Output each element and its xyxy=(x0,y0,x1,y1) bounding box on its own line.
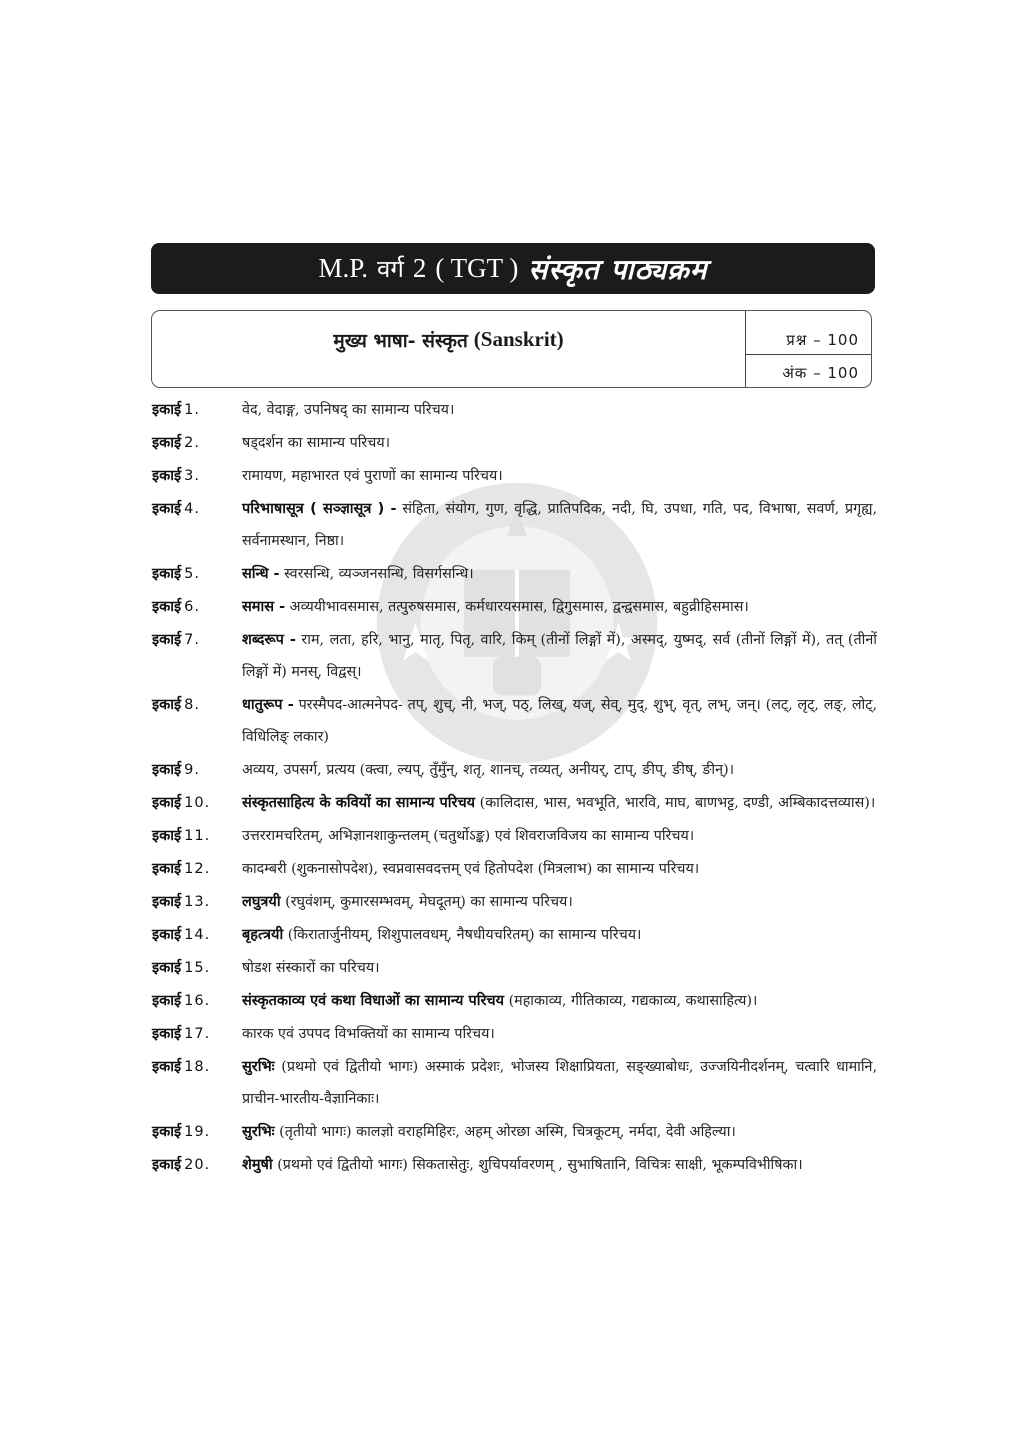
unit-label-text: इकाई xyxy=(152,697,182,713)
unit-topic-bold: लघुत्रयी xyxy=(242,894,281,910)
title-mp: M.P. xyxy=(318,253,369,283)
subject-heading xyxy=(152,311,745,387)
unit-label xyxy=(152,689,242,753)
unit-label-text: इकाई xyxy=(152,960,182,976)
title-number: 2 xyxy=(412,253,427,283)
unit-topic-bold: शब्दरूप - xyxy=(242,632,296,648)
unit-label xyxy=(152,952,242,984)
unit-label-text: इकाई xyxy=(152,1124,182,1140)
unit-content xyxy=(242,952,877,984)
unit-label xyxy=(152,624,242,688)
unit-label xyxy=(152,591,242,623)
title-banner xyxy=(151,243,875,294)
unit-number: 7. xyxy=(184,632,200,648)
unit-topic-text: उत्तररामचरितम्, अभिज्ञानशाकुन्तलम् (चतुर्थोऽङ्क) एवं शिवराजविजय का सामान्य परिचय। xyxy=(242,828,695,844)
unit-topic-text: अव्ययीभावसमास, तत्पुरुषसमास, कर्मधारयसमास, द्विगुसमास, द्वन्द्वसमास, बहुव्रीहिसमास। xyxy=(285,599,749,615)
unit-topic-text: स्वरसन्धि, व्यञ्जनसन्धि, विसर्गसन्धि। xyxy=(279,566,474,582)
unit-item-4 xyxy=(152,493,877,557)
unit-label-text: इकाई xyxy=(152,927,182,943)
unit-label-text: इकाई xyxy=(152,468,182,484)
subject-info-box xyxy=(151,310,872,388)
unit-label-text: इकाई xyxy=(152,993,182,1009)
unit-item-1 xyxy=(152,394,877,426)
unit-item-19 xyxy=(152,1116,877,1148)
unit-item-11 xyxy=(152,820,877,852)
unit-topic-text: षड्दर्शन का सामान्य परिचय। xyxy=(242,435,391,451)
unit-label xyxy=(152,394,242,426)
unit-label-text: इकाई xyxy=(152,402,182,418)
unit-label-text: इकाई xyxy=(152,501,182,517)
marks-count: अंक – 100 xyxy=(782,364,859,382)
unit-number: 12. xyxy=(184,861,211,877)
unit-content xyxy=(242,394,877,426)
unit-label-text: इकाई xyxy=(152,599,182,615)
unit-topic-text: कारक एवं उपपद विभक्तियों का सामान्य परिचय। xyxy=(242,1026,495,1042)
unit-topic-text: रामायण, महाभारत एवं पुराणों का सामान्य परिचय। xyxy=(242,468,503,484)
unit-topic-text: संहिता, संयोग, गुण, वृद्धि, प्रातिपदिक, नदी, घि, उपधा, गति, पद, विभाषा, सवर्ण, प्रगृह्य, सर्वनामस्थान, निष्ठा। xyxy=(242,501,877,549)
unit-label-text: इकाई xyxy=(152,632,182,648)
unit-topic-bold: सन्धि - xyxy=(242,566,280,582)
unit-topic-bold: सुरभिः xyxy=(242,1124,275,1140)
divider-vertical xyxy=(745,311,746,387)
unit-item-17 xyxy=(152,1018,877,1050)
unit-content xyxy=(242,493,877,557)
unit-content xyxy=(242,1051,877,1115)
unit-number: 16. xyxy=(184,993,211,1009)
unit-content xyxy=(242,1116,877,1148)
unit-item-7 xyxy=(152,624,877,688)
unit-number: 2. xyxy=(184,435,200,451)
unit-content xyxy=(242,558,877,590)
unit-item-16 xyxy=(152,985,877,1017)
questions-count: प्रश्न – 100 xyxy=(786,331,859,349)
divider-horizontal xyxy=(745,354,871,355)
subject-name: मुख्य भाषा- संस्कृत xyxy=(333,330,468,352)
unit-number: 13. xyxy=(184,894,211,910)
unit-topic-text: (महाकाव्य, गीतिकाव्य, गद्यकाव्य, कथासाहित्य)। xyxy=(504,993,758,1009)
unit-item-20 xyxy=(152,1149,877,1181)
unit-item-12 xyxy=(152,853,877,885)
unit-label-text: इकाई xyxy=(152,1157,182,1173)
unit-label xyxy=(152,820,242,852)
subject-name-latin: (Sanskrit) xyxy=(473,327,564,351)
unit-label xyxy=(152,493,242,557)
unit-topic-text: कादम्बरी (शुकनासोपदेश), स्वप्नवासवदत्तम् एवं हितोपदेश (मित्रलाभ) का सामान्य परिचय। xyxy=(242,861,700,877)
units-list xyxy=(152,394,877,1182)
unit-topic-text: राम, लता, हरि, भानु, मातृ, पितृ, वारि, किम् (तीनों लिङ्गों में), अस्मद्, युष्मद्, सर्व (तीनों लिङ्गों में), तत् (तीनों लिङ्गों में) मनस्, विद्वस्। xyxy=(242,632,877,680)
unit-number: 1. xyxy=(184,402,200,418)
unit-topic-text: (प्रथमो एवं द्वितीयो भागः) अस्माकं प्रदेशः, भोजस्य शिक्षाप्रियता, सङ्ख्याबोधः, उज्जयिनीदर्शनम्, चत्वारि धामानि, प्राचीन-भारतीय-वैज्ञानिकाः। xyxy=(242,1059,877,1107)
unit-label xyxy=(152,985,242,1017)
unit-label-text: इकाई xyxy=(152,435,182,451)
unit-label xyxy=(152,886,242,918)
unit-label xyxy=(152,919,242,951)
unit-topic-bold: परिभाषासूत्र ( सञ्ज्ञासूत्र ) - xyxy=(242,501,397,517)
unit-topic-text: परस्मैपद-आत्मनेपद- तप्, शुच्, नी, भज्, पठ्, लिख्, यज्, सेव्, मुद्, शुभ्, वृत्, लभ्, जन्। (लट्, लृट्, लङ्, लोट्, विधिलिङ् लकार) xyxy=(242,697,877,745)
unit-label-text: इकाई xyxy=(152,566,182,582)
unit-item-13 xyxy=(152,886,877,918)
unit-topic-bold: संस्कृतकाव्य एवं कथा विधाओं का सामान्य परिचय xyxy=(242,993,505,1009)
unit-label xyxy=(152,1018,242,1050)
unit-label xyxy=(152,1149,242,1181)
unit-item-8 xyxy=(152,689,877,753)
unit-number: 5. xyxy=(184,566,200,582)
unit-content xyxy=(242,1149,877,1181)
unit-topic-text: (प्रथमो एवं द्वितीयो भागः) सिकतासेतुः, शुचिपर्यावरणम् , सुभाषितानि, विचित्रः साक्षी, भूकम्पविभीषिका। xyxy=(272,1157,803,1173)
unit-item-14 xyxy=(152,919,877,951)
unit-content xyxy=(242,754,877,786)
unit-label xyxy=(152,787,242,819)
unit-number: 15. xyxy=(184,960,211,976)
unit-content xyxy=(242,919,877,951)
unit-content xyxy=(242,624,877,688)
unit-number: 17. xyxy=(184,1026,211,1042)
unit-label xyxy=(152,558,242,590)
unit-number: 18. xyxy=(184,1059,211,1075)
unit-item-2 xyxy=(152,427,877,459)
unit-label-text: इकाई xyxy=(152,861,182,877)
unit-number: 6. xyxy=(184,599,200,615)
unit-content xyxy=(242,460,877,492)
unit-topic-text: वेद, वेदाङ्ग, उपनिषद् का सामान्य परिचय। xyxy=(242,402,455,418)
unit-number: 3. xyxy=(184,468,200,484)
unit-item-9 xyxy=(152,754,877,786)
unit-topic-bold: संस्कृतसाहित्य के कवियों का सामान्य परिचय xyxy=(242,795,476,811)
title-sanskrit-syllabus: संस्कृत पाठ्यक्रम xyxy=(528,252,708,286)
unit-content xyxy=(242,886,877,918)
unit-topic-bold: शेमुषी xyxy=(242,1157,273,1173)
unit-topic-text: (किरातार्जुनीयम्, शिशुपालवधम्, नैषधीयचरितम्) का सामान्य परिचय। xyxy=(283,927,642,943)
unit-topic-text: (कालिदास, भास, भवभूति, भारवि, माघ, बाणभट्ट, दण्डी, अम्बिकादत्तव्यास)। xyxy=(475,795,876,811)
unit-topic-bold: समास - xyxy=(242,599,286,615)
unit-number: 20. xyxy=(184,1157,211,1173)
unit-number: 10. xyxy=(184,795,211,811)
unit-label xyxy=(152,1051,242,1115)
unit-content xyxy=(242,820,877,852)
unit-topic-bold: बृहत्त्रयी xyxy=(242,927,284,943)
unit-label xyxy=(152,754,242,786)
unit-label xyxy=(152,1116,242,1148)
unit-topic-text: (तृतीयो भागः) कालज्ञो वराहमिहिरः, अहम् ओरछा अस्मि, चित्रकूटम्, नर्मदा, देवी अहिल्या। xyxy=(274,1124,736,1140)
unit-topic-text: अव्यय, उपसर्ग, प्रत्यय (क्त्वा, ल्यप्, तुँमुँन्, शतृ, शानच्, तव्यत्, अनीयर्, टाप्, ङीप्, ङीष्, ङीन्)। xyxy=(242,762,735,778)
unit-content xyxy=(242,591,877,623)
unit-content xyxy=(242,1018,877,1050)
unit-topic-text: षोडश संस्कारों का परिचय। xyxy=(242,960,380,976)
unit-item-10 xyxy=(152,787,877,819)
unit-label xyxy=(152,853,242,885)
title-varg: वर्ग xyxy=(377,255,404,283)
unit-label-text: इकाई xyxy=(152,1059,182,1075)
unit-number: 11. xyxy=(184,828,211,844)
unit-item-6 xyxy=(152,591,877,623)
unit-number: 8. xyxy=(184,697,200,713)
unit-label xyxy=(152,460,242,492)
unit-label-text: इकाई xyxy=(152,894,182,910)
unit-item-15 xyxy=(152,952,877,984)
unit-item-5 xyxy=(152,558,877,590)
title-tgt: ( TGT ) xyxy=(435,253,519,283)
unit-topic-text: (रघुवंशम्, कुमारसम्भवम्, मेघदूतम्) का सामान्य परिचय। xyxy=(280,894,573,910)
unit-label-text: इकाई xyxy=(152,1026,182,1042)
unit-topic-bold: धातुरूप - xyxy=(242,697,294,713)
unit-content xyxy=(242,427,877,459)
unit-topic-bold: सुरभिः xyxy=(242,1059,275,1075)
unit-number: 19. xyxy=(184,1124,211,1140)
unit-number: 4. xyxy=(184,501,200,517)
unit-label-text: इकाई xyxy=(152,795,182,811)
unit-content xyxy=(242,787,877,819)
unit-item-3 xyxy=(152,460,877,492)
unit-number: 14. xyxy=(184,927,211,943)
unit-label-text: इकाई xyxy=(152,828,182,844)
unit-content xyxy=(242,689,877,753)
unit-number: 9. xyxy=(184,762,200,778)
unit-label-text: इकाई xyxy=(152,762,182,778)
unit-content xyxy=(242,853,877,885)
unit-label xyxy=(152,427,242,459)
unit-content xyxy=(242,985,877,1017)
unit-item-18 xyxy=(152,1051,877,1115)
